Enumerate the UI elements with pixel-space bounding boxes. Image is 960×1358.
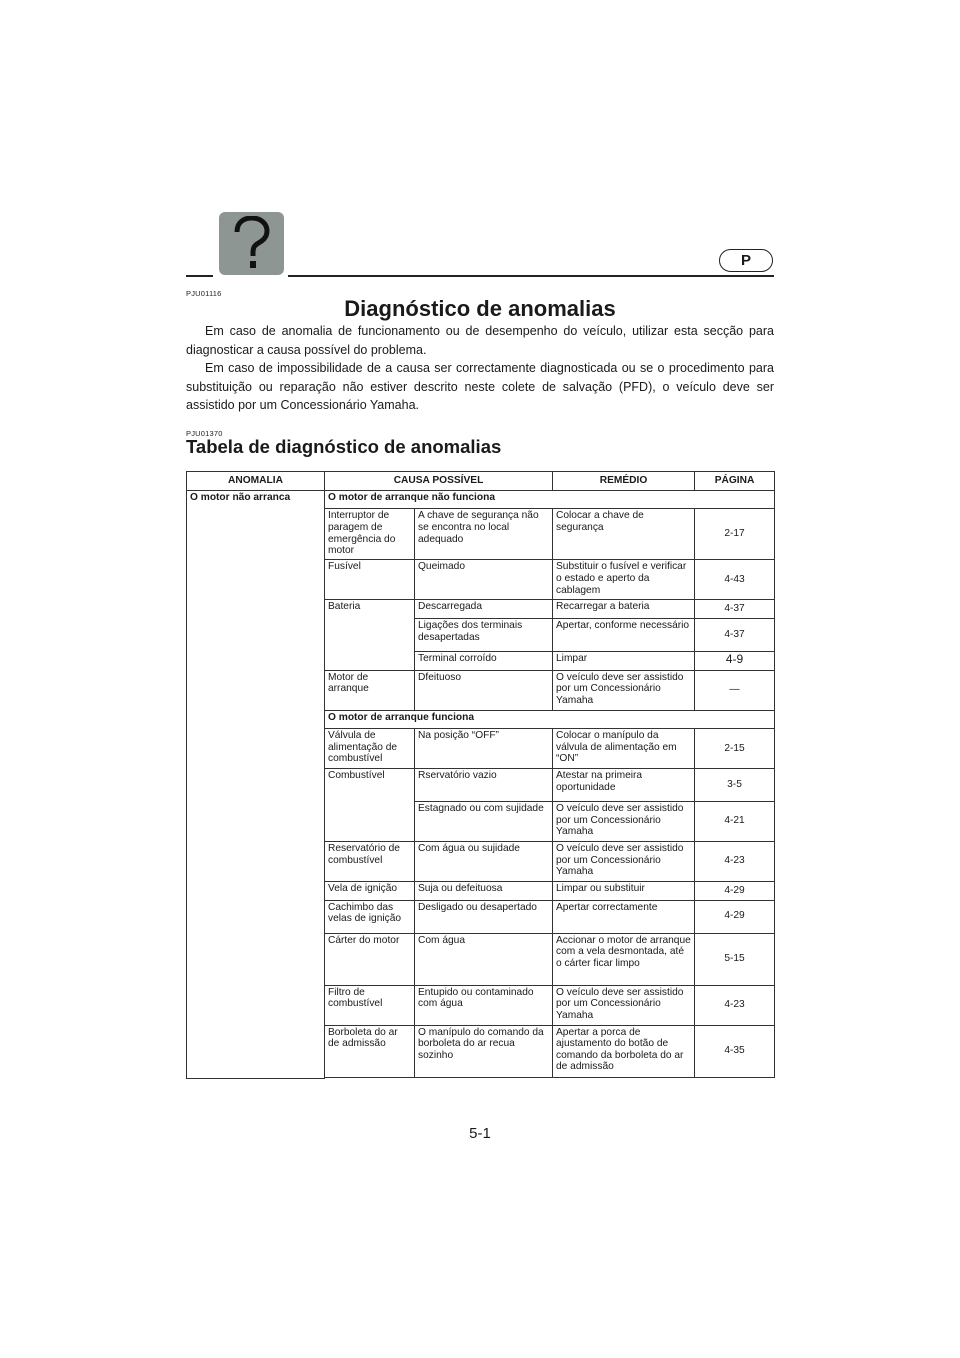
page-cell: — [695,670,775,710]
page-cell: 4-37 [695,619,775,652]
remedy-cell: Substituir o fusível e verificar o estado e aperto da cablagem [553,560,695,600]
cause-cell: Queimado [415,560,553,600]
question-mark-glyph [229,216,275,272]
remedy-cell: O veículo deve ser assistido por um Concessionário Yamaha [553,985,695,1025]
page-cell: 2-15 [695,729,775,769]
page-cell: 4-23 [695,842,775,882]
cause-cell: Descarregada [415,600,553,619]
cause-cell: Terminal corroído [415,651,553,670]
remedy-cell: Colocar o manípulo da válvula de alimentação em “ON” [553,729,695,769]
page-cell: 4-29 [695,882,775,901]
cause-cell: Desligado ou desapertado [415,900,553,933]
cause-cell: Entupido ou contaminado com água [415,985,553,1025]
remedy-cell: O veículo deve ser assistido por um Concessionário Yamaha [553,842,695,882]
table-group-row [187,490,775,509]
section-code: PJU01370 [186,429,223,438]
component-cell: Cachimbo das velas de ignição [325,900,415,933]
page-cell: 3-5 [695,769,775,802]
component-cell: Cárter do motor [325,933,415,985]
header-remedy: REMÉDIO [553,472,695,491]
page-cell: 4-21 [695,802,775,842]
intro-text [186,322,774,415]
header-anomaly: ANOMALIA [187,472,325,491]
cause-cell: Ligações dos terminais desapertadas [415,619,553,652]
cause-cell: Estagnado ou com sujidade [415,802,553,842]
remedy-cell: Limpar ou substituir [553,882,695,901]
intro-paragraph: Em caso de impossibilidade de a causa ser correctamente diagnosticada ou se o procedimento para substituição ou reparação não estiver descrito neste colete de salvação (PFD), o veículo deve ser assistido por um Concessionário Yamaha. [186,361,774,413]
spacer-cell [187,1078,695,1079]
component-cell: Combustível [325,769,415,842]
table-header-row [187,472,775,491]
page-cell: 4-43 [695,560,775,600]
table-spacer-row [187,1078,775,1079]
remedy-cell: Accionar o motor de arranque com a vela desmontada, até o cárter ficar limpo [553,933,695,985]
component-cell: Filtro de combustível [325,985,415,1025]
page-cell: 4-37 [695,600,775,619]
cause-cell: Com água [415,933,553,985]
page-cell: 5-15 [695,933,775,985]
component-cell: Reservatório de combustível [325,842,415,882]
cause-cell: A chave de segurança não se encontra no local adequado [415,509,553,560]
group-label: O motor de arranque não funciona [325,490,775,509]
remedy-cell: Atestar na primeira oportunidade [553,769,695,802]
section-code: PJU01116 [186,289,222,298]
component-cell: Interruptor de paragem de emergência do motor [325,509,415,560]
page-number: 5-1 [469,1125,491,1142]
anomaly-cell: O motor não arranca [187,490,325,1078]
component-cell: Vela de ignição [325,882,415,901]
question-mark-icon [219,212,284,275]
remedy-cell: Colocar a chave de segurança [553,509,695,560]
component-cell: Fusível [325,560,415,600]
remedy-cell: Recarregar a bateria [553,600,695,619]
header-cause: CAUSA POSSÍVEL [325,472,553,491]
section-title: Tabela de diagnóstico de anomalias [186,436,502,457]
cause-cell: Com água ou sujidade [415,842,553,882]
cause-cell: Rservatório vazio [415,769,553,802]
page-cell: 4-29 [695,900,775,933]
group-label: O motor de arranque funciona [325,710,775,729]
cause-cell: Dfeituoso [415,670,553,710]
cause-cell: O manípulo do comando da borboleta do ar recua sozinho [415,1025,553,1077]
component-cell: Bateria [325,600,415,670]
header-rule-right [288,275,774,277]
component-cell: Motor de arranque [325,670,415,710]
component-cell: Válvula de alimentação de combustível [325,729,415,769]
language-badge: P [719,249,773,272]
cause-cell: Na posição “OFF” [415,729,553,769]
troubleshooting-table [186,471,775,1079]
remedy-cell: Limpar [553,651,695,670]
component-cell: Borboleta do ar de admissão [325,1025,415,1077]
page-cell: 4-35 [695,1025,775,1077]
header-rule-left [186,275,213,277]
remedy-cell: Apertar correctamente [553,900,695,933]
remedy-cell: O veículo deve ser assistido por um Concessionário Yamaha [553,670,695,710]
cause-cell: Suja ou defeituosa [415,882,553,901]
remedy-cell: O veículo deve ser assistido por um Concessionário Yamaha [553,802,695,842]
page-cell: 2-17 [695,509,775,560]
header-page: PÁGINA [695,472,775,491]
page-cell: 4-23 [695,985,775,1025]
remedy-cell: Apertar, conforme necessário [553,619,695,652]
page-cell: 4-9 [695,651,775,670]
remedy-cell: Apertar a porca de ajustamento do botão de comando da borboleta do ar de admissão [553,1025,695,1077]
intro-paragraph: Em caso de anomalia de funcionamento ou de desempenho do veículo, utilizar esta secção para diagnosticar a causa possível do problema. [186,324,774,357]
page-title: Diagnóstico de anomalias [344,296,616,321]
